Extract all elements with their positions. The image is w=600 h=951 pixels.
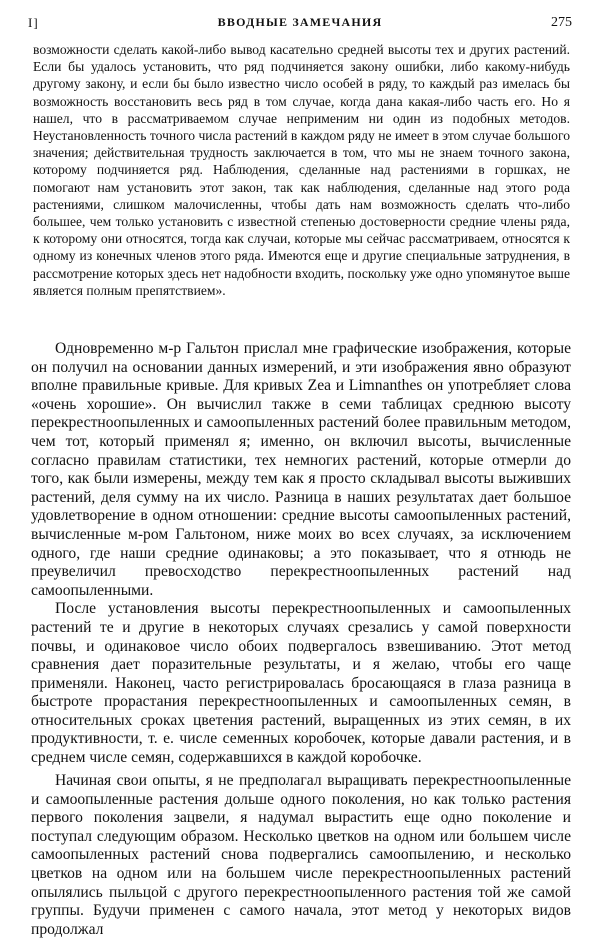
- main-text-block-continued: [31, 772, 571, 939]
- paragraph-galton-curves: Одновременно м-р Гальтон прислал мне графические изображения, которые он получил на основании данных измерений, и эти изображения явно образуют вполне правильные кривые. Для кривых Zea и Limnanthes он употребляет слова «очень хорошие». Он вычислил также в семи таблицах среднюю высоту перекрестноопыленных и самоопыленных растений более правильным методом, чем тот, который применял я; именно, он включил высоты, вычисленные согласно правилам статистики, тех немногих растений, которые отмерли до того, как были измерены, между тем как я просто складывал высоты выживших растений, деля сумму на их число. Разница в наших результатах дает большое удовлетворение в одном отношении: средние высоты самоопыленных растений, вычисленные м-ром Гальтоном, ниже моих во всех случаях, за исключением одного, где наши средние одинаковы; а это показывает, что я отнюдь не преувеличил превосходство перекрестноопыленных растений над самоопыленными.: [31, 340, 571, 599]
- chapter-number: I]: [28, 15, 39, 30]
- paragraph-weighing-method: После установления высоты перекрестноопыленных и самоопыленных растений те и другие в некоторых случаях срезались у самой поверхности почвы, и одинаковое число обоих подвергалось взвешиванию. Этот метод сравнения дает поразительные результаты, и я желаю, чтобы его чаще применяли. Наконец, часто регистрировалась бросающаяся в глаза разница в быстроте прорастания перекрестноопыленных и самоопыленных семян, в относительных сроках цветения растений, выращенных из этих семян, в их продуктивности, т. е. числе семенных коробочек, которые давали растения, и в среднем числе семян, содержавшихся в каждой коробочке.: [31, 600, 571, 767]
- page-number: 275: [551, 15, 572, 30]
- running-title: ВВОДНЫЕ ЗАМЕЧАНИЯ: [217, 15, 383, 29]
- quoted-passage: возможности сделать какой-либо вывод касательно средней высоты тех и других растений. Если бы удалось установить, что ряд подчиняется закону ошибки, либо какому-нибудь другому закону, и если бы было известно число особей в ряду, то каждый раз имелась бы возможность восстановить весь ряд в том случае, когда дана какая-либо часть его. Но я нашел, что в рассматриваемом случае неприменим ни один из подобных методов. Неустановленность точного числа растений в каждом ряду не имеет в этом случае большого значения; действительная трудность заключается в том, что мы не знаем точного закона, которому подчиняется ряд. Наблюдения, сделанные над растениями в горшках, не помогают нам установить этот закон, так как наблюдения, сделанные над этого рода растениями, слишком малочисленны, чтобы дать нам возможность сделать что-либо большее, чем только установить с известной степенью достоверности средние члены ряда, к которому они относятся, тогда как случаи, которые мы сейчас рассматриваем, относятся к одному из конечных членов этого ряда. Имеются еще и другие специальные затруднения, в рассмотрение которых здесь нет надобности входить, поскольку уже одно упомянутое выше является полным препятствием».: [33, 42, 570, 298]
- paragraph-generations: Начиная свои опыты, я не предполагал выращивать перекрестноопыленные и самоопыленные растения дольше одного поколения, но как только растения первого поколения зацвели, я надумал вырастить еще одно поколение и поступал следующим образом. Несколько цветков на одном или большем числе самоопыленных растений снова подвергались самоопылению, и несколько цветков на одном или на большем числе перекрестноопыленных растений опылялись пыльцой с другого перекрестноопыленного растения той же самой группы. Будучи применен с самого начала, этот метод у некоторых видов продолжал: [31, 772, 571, 938]
- page-header: [28, 15, 572, 35]
- main-text-block: [31, 340, 571, 768]
